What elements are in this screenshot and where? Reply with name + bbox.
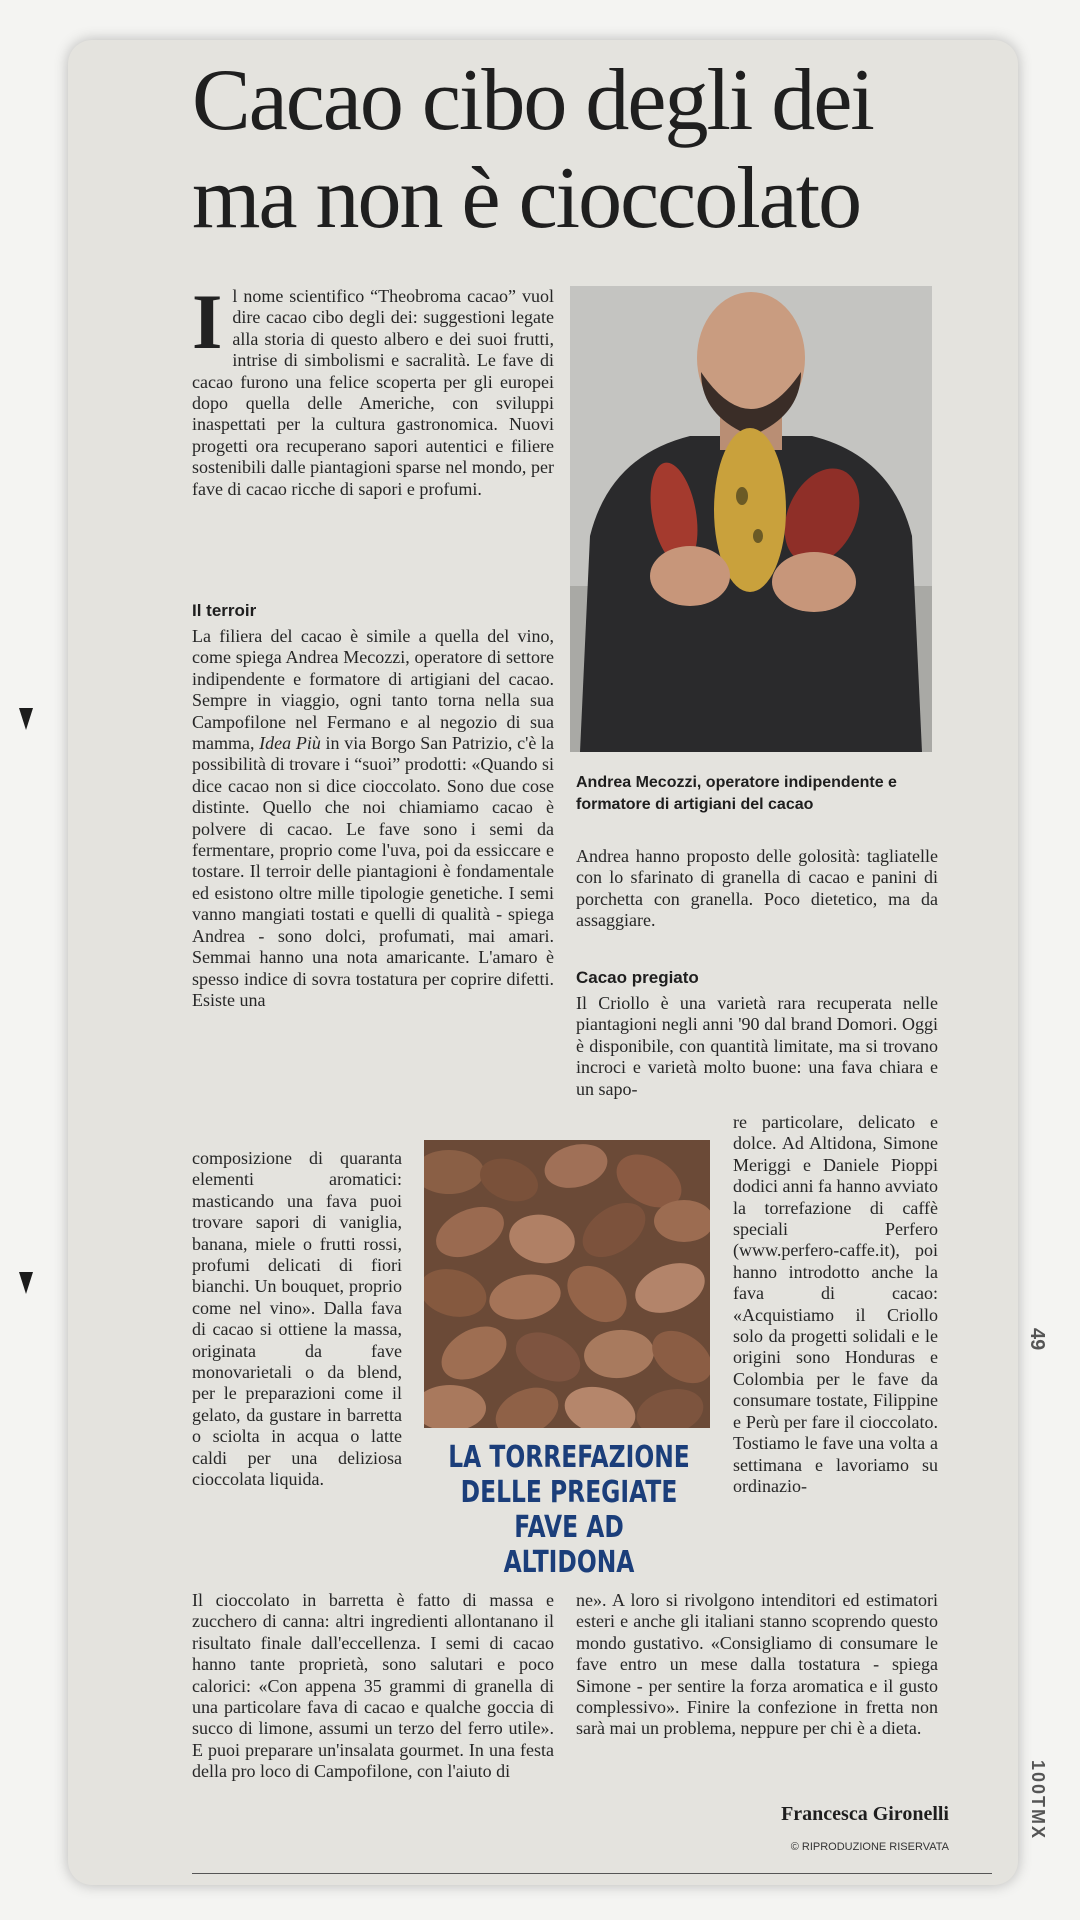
aroma-paragraph: composizione di quaranta elementi aromatici: masticando una fava puoi trovare sapori di vaniglia, banana, miele o frutti rossi, profumi delicati di fiori bianchi. Un bouquet, proprio come nel vino». Dalla fava di cacao si ottiene la massa, originata da fave monovarietali o da blend, per le preparazioni come il gelato, da gustare in barretta o sciolta in acqua o latte caldi per una deliziosa cioccolata liquida.	[192, 1148, 402, 1490]
subhead-terroir: Il terroir	[192, 601, 257, 620]
estimatori-paragraph: ne». A loro si rivolgono intenditori ed estimatori esteri e anche gli italiani stanno scoprendo questo mondo gustativo. «Consigliamo di consumare le fave entro un mese dalla tostatura - spiega Simone - per sentire la forza aromatica e il gusto complessivo». Finire la confezione in fretta non sarà mai un problema, neppure per chi è a dieta.	[576, 1590, 938, 1739]
cocoa-bean	[508, 1323, 588, 1392]
arrow-mark-icon	[19, 708, 33, 730]
cocoa-beans-photo	[424, 1140, 710, 1428]
cocoa-bean	[424, 1150, 484, 1194]
cocoa-bean	[428, 1197, 512, 1267]
bottom-rule	[192, 1873, 992, 1874]
altidona-paragraph: re particolare, delicato e dolce. Ad Altidona, Simone Meriggi e Daniele Pioppi dodici anni fa hanno avviato la torrefazione di caffè speciali Perfero (www.perfero-caffe.it), poi hanno introdotto anche la fava di cacao: «Acquistiamo il Criollo solo da progetti solidali e le origini sono Honduras e Colombia per le fave da consumare tostate, Filippine e Perù per fare il cioccolato. Tostiamo le fave una volta a settimana e lavoriamo su ordinazio-	[733, 1112, 938, 1496]
title-line-1: Cacao cibo degli dei	[192, 52, 873, 149]
cocoa-bean	[540, 1140, 613, 1195]
cocoa-bean	[424, 1262, 492, 1324]
golosita-paragraph: Andrea hanno proposto delle golosità: tagliatelle con lo sfarinato di granella di cacao e panini di porchetta con granella. Poco dietetico, ma da assaggiare.	[576, 846, 938, 931]
cocoa-bean	[559, 1379, 640, 1428]
cocoa-bean	[628, 1254, 710, 1322]
title-line-2: ma non è cioccolato	[192, 150, 861, 247]
margin-stamp: 100TMX	[1028, 1760, 1048, 1841]
cocoa-bean	[556, 1254, 637, 1333]
shop-name: Idea Più	[259, 733, 321, 754]
article-author: Francesca Gironelli	[781, 1803, 949, 1825]
terroir-text-1: La filiera del cacao è simile a quella del vino, come spiega Andrea Mecozzi, operatore di settore indipendente e formatore di artigiani del cacao. Sempre in viaggio, ogni tanto torna nella sua Campofilone nel Fermano e al negozio di sua mamma,	[192, 626, 554, 754]
terroir-paragraph	[192, 626, 554, 1011]
criollo-paragraph: Il Criollo è una varietà rara recuperata nelle piantagioni negli anni '90 dal brand Domori. Oggi è disponibile, con quantità limitate, ma si trovano incroci e varietà molto buone: una fava chiara e un sapo-	[576, 993, 938, 1099]
cocoa-bean	[488, 1378, 566, 1428]
terroir-text-2: in via Borgo San Patrizio, c'è la possibilità di trovare i “suoi” prodotti: «Quando si dice cacao non si dice cioccolato. Sono due cose distinte. Quello che noi chiamiamo cacao è polvere di cacao. Le fave sono i semi da fermentare, proprio come l'uva, poi da essiccare e tostare. Il terroir delle piantagioni è fondamentale ed esistono oltre mille tipologie genetiche. I semi vanno mangiati tostati e quelli di qualità - spiega Andrea - sono dolci, profumati, mai amari. Semmai hanno una nota amaricante. L'amaro è spesso indice di sovra tostatura per coprire difetti. Esiste una	[192, 733, 554, 1010]
page-number: 49	[1026, 1328, 1048, 1351]
arrow-mark-icon	[19, 1272, 33, 1294]
cocoa-bean	[486, 1269, 565, 1325]
cocoa-bean	[432, 1316, 516, 1391]
cocoa-bean	[424, 1385, 486, 1428]
cocoa-bean	[654, 1200, 710, 1242]
portrait-photo	[570, 286, 932, 752]
photo-caption: Andrea Mecozzi, operatore indipendente e formatore di artigiani del cacao	[576, 774, 897, 813]
article-title	[192, 52, 992, 248]
beans-headline: LA TORREFAZIONE DELLE PREGIATE FAVE AD ALTIDONA	[448, 1440, 690, 1580]
chocolate-paragraph: Il cioccolato in barretta è fatto di massa e zucchero di canna: altri ingredienti allontanano il risultato finale dall'eccellenza. I semi di cacao hanno tante proprietà, sono salutari e poco calorici: «Con appena 35 grammi di granella di una particolare fava di cacao e qualche goccia di succo di limone, assumi un terzo del ferro utile». E puoi preparare un'insalata gourmet. In una festa della pro loco di Campofilone, con l'aiuto di	[192, 1590, 554, 1782]
copyright-notice: © RIPRODUZIONE RISERVATA	[790, 1841, 949, 1853]
subhead-cacao-pregiato: Cacao pregiato	[576, 968, 699, 987]
cocoa-bean	[631, 1382, 708, 1428]
intro-paragraph: Il nome scientifico “Theobroma cacao” vuol dire cacao cibo degli dei: suggestioni legate alla storia di questo albero e dei suoi frutti, intrise di simbolismi e sacralità. Le fave di cacao furono una felice scoperta per gli europei dopo quella delle Americhe, con sviluppi inaspettati per la cultura gastronomica. Nuovi progetti ora recuperano sapori autentici e filiere sostenibili dalle piantagioni sparse nel mondo, per fave di cacao ricche di sapori e profumi.	[192, 278, 554, 499]
portrait-illustration	[570, 286, 932, 752]
cocoa-bean	[505, 1210, 578, 1269]
cocoa-bean	[582, 1327, 656, 1381]
cocoa-bean	[474, 1151, 544, 1209]
